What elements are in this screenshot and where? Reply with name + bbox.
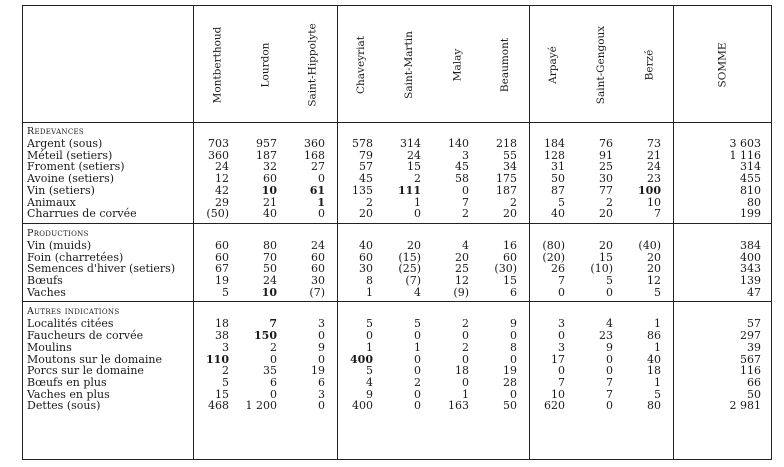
table-cell: 7	[606, 387, 613, 401]
table-cell: 1	[654, 375, 661, 389]
table-cell: 139	[740, 274, 761, 287]
data-table	[22, 5, 772, 460]
table-cell: 57	[359, 160, 373, 174]
table-cell: 168	[304, 148, 325, 162]
table-cell: 150	[254, 329, 277, 343]
table-cell: 10	[261, 183, 277, 197]
table-cell: 40	[551, 207, 565, 221]
table-cell: 3	[558, 317, 565, 331]
table-cell: 35	[263, 364, 277, 378]
table-cell: (25)	[398, 262, 421, 276]
table-cell: 0	[318, 399, 325, 413]
table-cell: 5	[222, 285, 229, 299]
row-label: Localités citées	[27, 317, 114, 331]
table-cell: (9)	[453, 285, 469, 299]
table-cell: 5	[654, 387, 661, 401]
table-cell: 80	[263, 238, 277, 252]
row-label: Moulins	[27, 340, 72, 354]
table-cell: 76	[599, 137, 613, 150]
table-cell: 10	[261, 285, 277, 299]
table-cell: 5	[654, 285, 661, 299]
table-cell: 20	[647, 250, 661, 264]
table-cell: 31	[551, 160, 565, 174]
table-cell: 1	[366, 285, 373, 299]
table-cell: 24	[647, 160, 661, 174]
table-cell: 24	[407, 148, 421, 162]
table-cell: 17	[551, 352, 565, 366]
table-cell: 620	[544, 399, 565, 413]
table-cell: 21	[647, 148, 661, 162]
table-cell: 86	[647, 329, 661, 343]
table-cell: 5	[366, 364, 373, 378]
table-cell: 0	[606, 364, 613, 378]
table-cell: (15)	[398, 250, 421, 264]
table-cell: 0	[366, 329, 373, 343]
column-header-label: Berzé	[642, 49, 655, 81]
table-cell: 2	[270, 340, 277, 354]
table-cell: 187	[256, 148, 277, 162]
column-header	[625, 10, 673, 120]
table-cell: 455	[740, 172, 761, 186]
table-cell: 2 981	[729, 399, 761, 413]
table-cell: 26	[551, 262, 565, 276]
table-cell: 578	[352, 137, 373, 150]
section-title: Productions	[27, 227, 89, 239]
table-cell: 0	[606, 285, 613, 299]
table-cell: 91	[599, 148, 613, 162]
table-cell: 50	[503, 399, 517, 413]
column-header	[337, 10, 385, 120]
table-cell: 47	[747, 285, 761, 299]
table-cell: 314	[400, 137, 421, 150]
table-cell: 0	[462, 329, 469, 343]
table-cell: 0	[414, 207, 421, 221]
table-cell: 0	[414, 399, 421, 413]
row-label: Bœufs	[27, 274, 63, 287]
table-cell: 2	[462, 207, 469, 221]
table-cell: 19	[215, 274, 229, 287]
table-cell: (40)	[638, 238, 661, 252]
table-cell: 18	[647, 364, 661, 378]
table-cell: 175	[496, 172, 517, 186]
table-cell: 1	[366, 340, 373, 354]
table-cell: 21	[263, 195, 277, 209]
table-cell: 400	[350, 352, 373, 366]
table-cell: 42	[215, 183, 229, 197]
section-title: Redevances	[27, 126, 85, 137]
table-cell: 187	[496, 183, 517, 197]
row-label: Avoine (setiers)	[27, 172, 115, 186]
table-cell: 6	[270, 375, 277, 389]
table-cell: 12	[455, 274, 469, 287]
table-cell: 60	[263, 172, 277, 186]
table-cell: 23	[599, 329, 613, 343]
column-header-label: Saint-Hippolyte	[307, 23, 319, 107]
table-cell: 15	[407, 160, 421, 174]
table-cell: 9	[606, 340, 613, 354]
table-cell: 18	[455, 364, 469, 378]
table-cell: 5	[366, 317, 373, 331]
table-cell: 61	[309, 183, 325, 197]
table-cell: (10)	[590, 262, 613, 276]
table-cell: 343	[740, 262, 761, 276]
table-cell: 30	[599, 172, 613, 186]
table-cell: 9	[510, 317, 517, 331]
table-cell: 73	[647, 137, 661, 150]
table-cell: 19	[503, 364, 517, 378]
table-cell: 7	[462, 195, 469, 209]
table-cell: 19	[311, 364, 325, 378]
table-cell: 4	[414, 285, 421, 299]
table-cell: 5	[558, 195, 565, 209]
row-label: Vaches	[27, 285, 66, 299]
table-cell: 39	[747, 340, 761, 354]
table-cell: 1	[414, 195, 421, 209]
table-cell: 4	[366, 375, 373, 389]
table-cell: 16	[503, 238, 517, 252]
table-cell: 0	[318, 352, 325, 366]
table-cell: 360	[304, 137, 325, 150]
table-cell: 7	[606, 375, 613, 389]
row-label: Moutons sur le domaine	[27, 352, 163, 366]
table-cell: 9	[318, 340, 325, 354]
table-cell: (20)	[542, 250, 565, 264]
table-cell: 2	[606, 195, 613, 209]
column-header-label: Beaumont	[499, 37, 511, 93]
table-cell: 12	[647, 274, 661, 287]
table-cell: 3	[222, 340, 229, 354]
table-cell: 40	[647, 352, 661, 366]
table-cell: 360	[208, 148, 229, 162]
table-cell: 0	[462, 183, 469, 197]
table-cell: 218	[496, 137, 517, 150]
table-cell: 128	[544, 148, 565, 162]
table-cell: 1 200	[245, 399, 277, 413]
column-header-label: SOMME	[716, 42, 728, 88]
table-cell: 67	[215, 262, 229, 276]
table-cell: 810	[740, 183, 761, 197]
table-cell: 703	[208, 137, 229, 150]
table-cell: 1	[462, 387, 469, 401]
table-cell: 6	[318, 375, 325, 389]
row-label: Vin (muids)	[27, 238, 92, 252]
table-cell: 55	[503, 148, 517, 162]
table-cell: 60	[215, 238, 229, 252]
table-cell: 50	[263, 262, 277, 276]
table-cell: 23	[647, 172, 661, 186]
table-cell: 110	[206, 352, 229, 366]
row-label: Méteil (setiers)	[27, 148, 113, 162]
table-cell: 24	[215, 160, 229, 174]
table-cell: 60	[215, 250, 229, 264]
table-cell: 163	[448, 399, 469, 413]
header-divider	[23, 122, 771, 123]
table-cell: 400	[352, 399, 373, 413]
table-cell: 0	[462, 375, 469, 389]
table-cell: 4	[606, 317, 613, 331]
table-cell: 80	[747, 195, 761, 209]
table-cell: 135	[352, 183, 373, 197]
table-cell: 297	[740, 329, 761, 343]
table-cell: 27	[311, 160, 325, 174]
table-cell: 2	[366, 195, 373, 209]
column-header-label: Chaveyriat	[355, 36, 367, 94]
row-label: Dettes (sous)	[27, 399, 101, 413]
column-header	[289, 10, 337, 120]
table-cell: 3	[318, 387, 325, 401]
table-cell: 60	[359, 250, 373, 264]
column-header	[241, 10, 289, 120]
table-cell: 140	[448, 137, 469, 150]
table-cell: 0	[270, 387, 277, 401]
table-cell: 6	[510, 285, 517, 299]
column-header	[433, 10, 481, 120]
row-label: Argent (sous)	[27, 137, 103, 150]
table-cell: 34	[503, 160, 517, 174]
table-cell: 38	[215, 329, 229, 343]
table-cell: 15	[215, 387, 229, 401]
table-cell: 7	[558, 274, 565, 287]
section-title: Autres indications	[27, 306, 120, 318]
table-cell: 567	[740, 352, 761, 366]
table-cell: 20	[503, 207, 517, 221]
table-cell: 9	[366, 387, 373, 401]
table-cell: 32	[263, 160, 277, 174]
table-cell: 30	[359, 262, 373, 276]
table-cell: 0	[510, 329, 517, 343]
table-cell: 2	[414, 172, 421, 186]
table-cell: 18	[215, 317, 229, 331]
table-cell: (7)	[309, 285, 325, 299]
table-cell: 0	[318, 207, 325, 221]
table-cell: 0	[414, 352, 421, 366]
table-cell: 40	[263, 207, 277, 221]
table-cell: 7	[654, 207, 661, 221]
table-cell: 12	[215, 172, 229, 186]
column-header	[673, 10, 771, 120]
table-cell: 3 603	[729, 137, 761, 150]
column-header	[529, 10, 577, 120]
row-label: Foin (charretées)	[27, 250, 124, 264]
table-cell: 0	[318, 172, 325, 186]
table-cell: 4	[462, 238, 469, 252]
table-cell: 25	[599, 160, 613, 174]
row-label: Semences d'hiver (setiers)	[27, 262, 176, 276]
table-cell: 8	[510, 340, 517, 354]
table-cell: 24	[311, 238, 325, 252]
table-cell: 87	[551, 183, 565, 197]
table-cell: 60	[503, 250, 517, 264]
table-cell: 20	[407, 238, 421, 252]
table-cell: 2	[414, 375, 421, 389]
row-label: Vaches en plus	[27, 387, 110, 401]
table-cell: 60	[311, 262, 325, 276]
table-cell: 60	[311, 250, 325, 264]
section-divider	[23, 301, 771, 302]
table-cell: 2	[462, 340, 469, 354]
table-cell: 5	[222, 375, 229, 389]
table-cell: 15	[599, 250, 613, 264]
table-cell: 400	[740, 250, 761, 264]
table-cell: 384	[740, 238, 761, 252]
table-cell: 15	[503, 274, 517, 287]
table-cell: 199	[740, 207, 761, 221]
table-cell: 57	[747, 317, 761, 331]
table-cell: 3	[318, 317, 325, 331]
table-cell: 0	[270, 352, 277, 366]
table-cell: 40	[359, 238, 373, 252]
table-cell: 2	[510, 195, 517, 209]
column-header	[577, 10, 625, 120]
table-cell: 2	[222, 364, 229, 378]
table-cell: 7	[269, 317, 277, 331]
table-cell: (7)	[405, 274, 421, 287]
table-cell: 7	[558, 375, 565, 389]
table-cell: 0	[606, 399, 613, 413]
column-header-label: Saint-Gengoux	[595, 25, 607, 105]
table-cell: 3	[558, 340, 565, 354]
table-cell: (80)	[542, 238, 565, 252]
table-cell: 20	[455, 250, 469, 264]
row-label: Froment (setiers)	[27, 160, 125, 174]
table-cell: 0	[558, 285, 565, 299]
table-cell: 3	[462, 148, 469, 162]
row-label: Animaux	[27, 195, 76, 209]
table-cell: (50)	[206, 207, 229, 221]
table-cell: 10	[647, 195, 661, 209]
table-cell: 5	[414, 317, 421, 331]
row-label: Charrues de corvée	[27, 207, 137, 221]
table-cell: 0	[414, 329, 421, 343]
column-header-label: Malay	[451, 48, 463, 82]
table-cell: 25	[455, 262, 469, 276]
row-label: Faucheurs de corvée	[27, 329, 144, 343]
table-cell: 24	[263, 274, 277, 287]
table-cell: 80	[647, 399, 661, 413]
table-cell: 20	[647, 262, 661, 276]
table-cell: 77	[599, 183, 613, 197]
table-cell: 45	[359, 172, 373, 186]
table-cell: 0	[462, 352, 469, 366]
table-cell: (30)	[494, 262, 517, 276]
table-cell: 5	[606, 274, 613, 287]
table-cell: 0	[414, 387, 421, 401]
column-header	[481, 10, 529, 120]
table-cell: 20	[599, 207, 613, 221]
table-cell: 70	[263, 250, 277, 264]
table-cell: 0	[414, 364, 421, 378]
table-cell: 10	[551, 387, 565, 401]
column-header-label: Montberthoud	[211, 26, 224, 104]
table-cell: 30	[311, 274, 325, 287]
table-cell: 0	[510, 387, 517, 401]
row-label: Porcs sur le domaine	[27, 364, 144, 378]
table-cell: 1	[414, 340, 421, 354]
table-cell: 8	[366, 274, 373, 287]
table-cell: 1	[317, 195, 325, 209]
table-cell: 20	[359, 207, 373, 221]
table-cell: 184	[544, 137, 565, 150]
section-divider	[23, 223, 771, 224]
table-cell: 111	[398, 183, 421, 197]
table-cell: 468	[208, 399, 229, 413]
table-cell: 28	[503, 375, 517, 389]
table-cell: 1 116	[729, 148, 761, 162]
table-cell: 0	[510, 352, 517, 366]
table-cell: 1	[654, 317, 661, 331]
table-cell: 50	[747, 387, 761, 401]
table-cell: 116	[740, 364, 761, 378]
table-cell: 0	[558, 329, 565, 343]
table-cell: 0	[606, 352, 613, 366]
table-cell: 20	[599, 238, 613, 252]
table-cell: 0	[318, 329, 325, 343]
column-header-label: Arpayé	[546, 46, 559, 84]
column-header-label: Saint-Martin	[403, 31, 415, 99]
table-cell: 100	[638, 183, 661, 197]
table-cell: 2	[462, 317, 469, 331]
table-cell: 50	[551, 172, 565, 186]
table-cell: 58	[455, 172, 469, 186]
table-cell: 0	[558, 364, 565, 378]
table-cell: 1	[654, 340, 661, 354]
row-label: Vin (setiers)	[27, 183, 95, 197]
column-header	[193, 10, 241, 120]
column-header	[385, 10, 433, 120]
column-header-label: Lourdon	[258, 42, 271, 88]
table-cell: 66	[747, 375, 761, 389]
table-cell: 314	[740, 160, 761, 174]
table-cell: 45	[455, 160, 469, 174]
table-cell: 29	[215, 195, 229, 209]
table-cell: 79	[359, 148, 373, 162]
row-label: Bœufs en plus	[27, 375, 107, 389]
table-cell: 957	[256, 137, 277, 150]
